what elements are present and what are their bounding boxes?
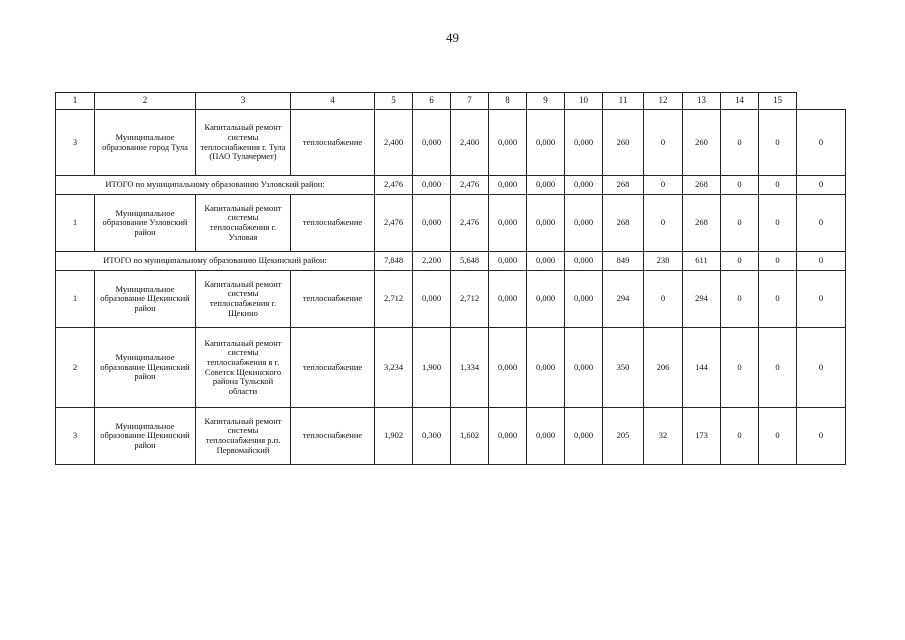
value-cell: 0 (797, 271, 846, 328)
table-row (56, 195, 846, 252)
total-row (56, 176, 846, 195)
value-cell: 0 (797, 252, 846, 271)
value-cell: 238 (644, 252, 683, 271)
value-cell: 350 (603, 328, 644, 408)
header-cell: 1 (56, 93, 95, 110)
value-cell: 0 (797, 328, 846, 408)
value-cell: 3,234 (375, 328, 413, 408)
header-cell: 14 (721, 93, 759, 110)
header-cell: 10 (565, 93, 603, 110)
header-cell: 15 (759, 93, 797, 110)
value-cell: 1,902 (375, 408, 413, 465)
object-cell: Капитальный ремонт системы теплоснабжения г. Тула (ПАО Тулачермет) (196, 110, 291, 176)
value-cell: 0,000 (565, 195, 603, 252)
value-cell: 0,000 (413, 195, 451, 252)
object-cell: Капитальный ремонт системы теплоснабжения г. Узловая (196, 195, 291, 252)
value-cell: 0 (644, 195, 683, 252)
value-cell: 205 (603, 408, 644, 465)
value-cell: 0,000 (527, 271, 565, 328)
value-cell: 0,000 (565, 176, 603, 195)
value-cell: 0,000 (565, 110, 603, 176)
value-cell: 849 (603, 252, 644, 271)
value-cell: 0 (759, 328, 797, 408)
municipality-cell: Муниципальное образование Щекинский район (95, 408, 196, 465)
value-cell: 2,476 (375, 176, 413, 195)
header-cell: 7 (451, 93, 489, 110)
value-cell: 7,848 (375, 252, 413, 271)
value-cell: 260 (683, 110, 721, 176)
value-cell: 0 (797, 408, 846, 465)
value-cell: 0,000 (413, 110, 451, 176)
value-cell: 0,000 (489, 271, 527, 328)
total-label: ИТОГО по муниципальному образованию Узловский район: (56, 176, 375, 195)
table-row (56, 408, 846, 465)
value-cell: 0 (644, 271, 683, 328)
value-cell: 2,476 (451, 176, 489, 195)
row-number: 1 (56, 271, 95, 328)
value-cell: 0 (721, 328, 759, 408)
header-cell: 2 (95, 93, 196, 110)
value-cell: 1,334 (451, 328, 489, 408)
value-cell: 0,300 (413, 408, 451, 465)
sector-cell: теплоснабжение (291, 110, 375, 176)
value-cell: 268 (683, 176, 721, 195)
header-cell: 9 (527, 93, 565, 110)
value-cell: 206 (644, 328, 683, 408)
value-cell: 0 (759, 110, 797, 176)
value-cell: 0,000 (489, 328, 527, 408)
value-cell: 173 (683, 408, 721, 465)
header-cell: 11 (603, 93, 644, 110)
value-cell: 0,000 (527, 176, 565, 195)
value-cell: 0,000 (489, 252, 527, 271)
value-cell: 2,400 (375, 110, 413, 176)
value-cell: 0,000 (565, 271, 603, 328)
value-cell: 0,000 (489, 408, 527, 465)
municipality-cell: Муниципальное образование Узловский район (95, 195, 196, 252)
municipality-cell: Муниципальное образование город Тула (95, 110, 196, 176)
value-cell: 2,476 (375, 195, 413, 252)
sector-cell: теплоснабжение (291, 408, 375, 465)
table-row (56, 110, 846, 176)
value-cell: 0,000 (489, 176, 527, 195)
value-cell: 260 (603, 110, 644, 176)
value-cell: 0,000 (489, 195, 527, 252)
value-cell: 32 (644, 408, 683, 465)
value-cell: 1,602 (451, 408, 489, 465)
sector-cell: теплоснабжение (291, 328, 375, 408)
value-cell: 0 (721, 252, 759, 271)
object-cell: Капитальный ремонт системы теплоснабжения р.п. Первомайский (196, 408, 291, 465)
value-cell: 0 (759, 195, 797, 252)
value-cell: 0,000 (565, 408, 603, 465)
value-cell: 1,900 (413, 328, 451, 408)
data-table (55, 92, 846, 465)
sector-cell: теплоснабжение (291, 271, 375, 328)
value-cell: 2,400 (451, 110, 489, 176)
value-cell: 0,000 (565, 252, 603, 271)
header-cell: 3 (196, 93, 291, 110)
value-cell: 268 (603, 176, 644, 195)
value-cell: 0 (644, 176, 683, 195)
header-cell: 4 (291, 93, 375, 110)
value-cell: 294 (683, 271, 721, 328)
total-row (56, 252, 846, 271)
value-cell: 0,000 (489, 110, 527, 176)
header-cell: 6 (413, 93, 451, 110)
municipality-cell: Муниципальное образование Щекинский район (95, 271, 196, 328)
total-label: ИТОГО по муниципальному образованию Щекинский район: (56, 252, 375, 271)
value-cell: 0 (759, 408, 797, 465)
value-cell: 611 (683, 252, 721, 271)
municipality-cell: Муниципальное образование Щекинский район (95, 328, 196, 408)
row-number: 3 (56, 110, 95, 176)
row-number: 2 (56, 328, 95, 408)
value-cell: 0,000 (527, 328, 565, 408)
sector-cell: теплоснабжение (291, 195, 375, 252)
value-cell: 2,712 (375, 271, 413, 328)
value-cell: 0 (721, 271, 759, 328)
table-row (56, 271, 846, 328)
value-cell: 2,200 (413, 252, 451, 271)
value-cell: 0,000 (527, 252, 565, 271)
value-cell: 0,000 (527, 408, 565, 465)
value-cell: 0 (797, 110, 846, 176)
value-cell: 2,476 (451, 195, 489, 252)
value-cell: 0,000 (413, 271, 451, 328)
header-row (56, 93, 846, 110)
value-cell: 0 (721, 110, 759, 176)
value-cell: 0 (759, 271, 797, 328)
value-cell: 0 (644, 110, 683, 176)
page-number: 49 (446, 30, 459, 45)
value-cell: 0 (759, 252, 797, 271)
object-cell: Капитальный ремонт системы теплоснабжения в г. Советск Щекинского района Тульской области (196, 328, 291, 408)
object-cell: Капитальный ремонт системы теплоснабжения г. Щекино (196, 271, 291, 328)
value-cell: 0 (759, 176, 797, 195)
value-cell: 0 (721, 195, 759, 252)
row-number: 1 (56, 195, 95, 252)
value-cell: 0 (721, 176, 759, 195)
row-number: 3 (56, 408, 95, 465)
value-cell: 294 (603, 271, 644, 328)
header-cell: 5 (375, 93, 413, 110)
table-body (56, 93, 846, 465)
value-cell: 144 (683, 328, 721, 408)
header-cell: 13 (683, 93, 721, 110)
value-cell: 0,000 (527, 195, 565, 252)
header-cell: 12 (644, 93, 683, 110)
value-cell: 0 (721, 408, 759, 465)
value-cell: 268 (603, 195, 644, 252)
value-cell: 268 (683, 195, 721, 252)
header-cell: 8 (489, 93, 527, 110)
value-cell: 0,000 (413, 176, 451, 195)
table-row (56, 328, 846, 408)
value-cell: 0 (797, 176, 846, 195)
value-cell: 0 (797, 195, 846, 252)
value-cell: 0,000 (527, 110, 565, 176)
value-cell: 0,000 (565, 328, 603, 408)
value-cell: 2,712 (451, 271, 489, 328)
value-cell: 5,648 (451, 252, 489, 271)
